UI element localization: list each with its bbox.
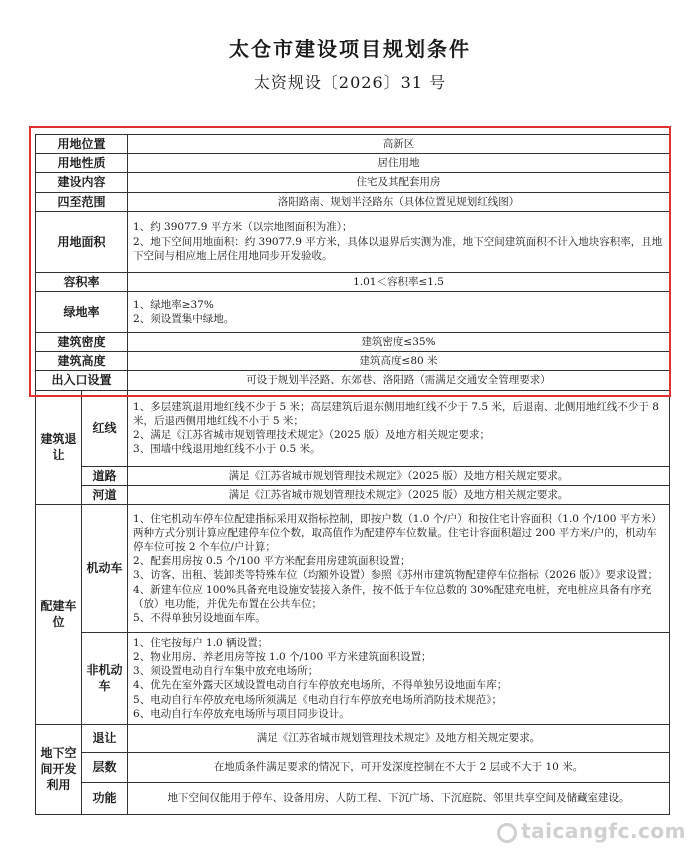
watermark xyxy=(497,819,686,843)
section-label-setback: 建筑退让 xyxy=(36,390,82,504)
row-setback-red xyxy=(36,390,670,466)
row-value: 满足《江苏省城市规划管理技术规定》（2025 版）及地方相关规定要求。 xyxy=(128,485,670,504)
row-value: 在地质条件满足要求的情况下，可开发深度控制在不大于 2 层或不大于 10 米。 xyxy=(128,752,670,782)
row-underground-function xyxy=(36,782,670,814)
text-line: 6、电动自行车停放充电场所与项目同步设计。 xyxy=(133,707,350,720)
row-value xyxy=(128,390,670,466)
section-label-underground: 地下空间开发利用 xyxy=(36,724,82,814)
row-nature xyxy=(36,154,670,173)
text-line: 1、约 39077.9 平方米（以宗地图面积为准）； xyxy=(133,221,353,234)
planning-conditions-table xyxy=(35,134,670,815)
row-label: 用地面积 xyxy=(36,211,128,272)
row-value: 建筑密度≤35% xyxy=(128,332,670,351)
row-parking-motor xyxy=(36,504,670,632)
text-line: 1、住宅机动车停车位配建指标采用双指标控制，即按户数（1.0 个/户）和按住宅计容面积（1.0 个/100 平方米）两种方式分别计算应配建停车位个数，取高值作为配建停车位数量。住宅计容面积超过 200 平方米/户的，机动车停车位可按 2 个车位/户计算； xyxy=(133,512,662,554)
row-value xyxy=(128,504,670,632)
row-value: 满足《江苏省城市规划管理技术规定》（2025 版）及地方相关规定要求。 xyxy=(128,466,670,485)
row-label: 容积率 xyxy=(36,272,128,291)
row-far xyxy=(36,272,670,291)
row-value: 住宅及其配套用房 xyxy=(128,173,670,192)
text-line: 3、围墙中线退用地红线不小于 0.5 米。 xyxy=(133,443,321,456)
watermark-logo-icon xyxy=(497,823,517,843)
row-value: 满足《江苏省城市规划管理技术规定》及地方相关规定要求。 xyxy=(128,724,670,752)
row-content xyxy=(36,173,670,192)
text-line: 1、绿地率≥37% xyxy=(133,298,214,311)
row-underground-floors xyxy=(36,752,670,782)
text-line: 2、满足《江苏省城市规划管理技术规定》（2025 版）及地方相关规定要求； xyxy=(133,429,491,441)
row-label: 四至范围 xyxy=(36,192,128,211)
row-area xyxy=(36,211,670,272)
text-line: 4、新建车位应 100%具备充电设施安装接入条件，按不低于车位总数的 30%配建充电桩，充电桩应具备有序充（放）电功能，并优先布置在公共车位； xyxy=(133,583,652,610)
sub-label: 层数 xyxy=(82,752,128,782)
text-line: 2、须设置集中绿地。 xyxy=(133,312,235,325)
row-value: 洛阳路南、规划半泾路东（具体位置见规划红线图） xyxy=(128,192,670,211)
row-label: 绿地率 xyxy=(36,291,128,332)
text-line: 3、须设置电动自行车集中放充电场所； xyxy=(133,665,319,678)
row-label: 建筑高度 xyxy=(36,352,128,371)
text-line: 5、电动自行车停放充电场所须满足《电动自行车停放充电场所消防技术规范》； xyxy=(133,693,502,706)
row-value: 建筑高度≤80 米 xyxy=(128,352,670,371)
row-green xyxy=(36,291,670,332)
row-height xyxy=(36,352,670,371)
text-line: 2、配套用房按 0.5 个/100 平方米配套用房建筑面积设置； xyxy=(133,555,411,568)
sub-label: 机动车 xyxy=(82,504,128,632)
row-value xyxy=(128,211,670,272)
row-label: 用地位置 xyxy=(36,135,128,154)
sub-label: 退让 xyxy=(82,724,128,752)
watermark-text: taicangfc.com xyxy=(521,819,686,843)
text-line: 3、访客、出租、装卸类等特殊车位（均额外设置）参照《苏州市建筑物配建停车位指标（2026 版）》要求设置； xyxy=(133,569,659,582)
document-number: 太资规设〔2026〕31 号 xyxy=(253,73,447,92)
sub-label: 红线 xyxy=(82,390,128,466)
row-density xyxy=(36,332,670,351)
text-line: 1、住宅按每户 1.0 辆设置； xyxy=(133,636,269,649)
row-value xyxy=(128,291,670,332)
row-label: 出入口设置 xyxy=(36,371,128,390)
row-setback-road xyxy=(36,466,670,485)
row-value: 地下空间仅能用于停车、设备用房、人防工程、下沉广场、下沉庭院、邻里共享空间及储藏室建设。 xyxy=(128,782,670,814)
row-setback-river xyxy=(36,485,670,504)
text-line: 4、优先在室外露天区域设置电动自行车停放充电场所，不得单独另设地面车库； xyxy=(133,679,508,692)
text-line: 5、不得单独另设地面车库。 xyxy=(133,611,266,624)
row-location xyxy=(36,135,670,154)
row-value: 1.01＜容积率≤1.5 xyxy=(128,272,670,291)
row-value: 可设于规划半泾路、东郊巷、洛阳路（需满足交通安全管理要求） xyxy=(128,371,670,390)
row-parking-nonmotor xyxy=(36,632,670,724)
row-value xyxy=(128,632,670,724)
document-title: 太仓市建设项目规划条件 xyxy=(229,37,471,61)
row-label: 建设内容 xyxy=(36,173,128,192)
text-line: 1、多层建筑退用地红线不少于 5 米；高层建筑后退东侧用地红线不少于 7.5 米，后退南、北侧用地红线不少于 8 米，后退西侧用地红线不小于 5 米； xyxy=(133,400,659,427)
row-label: 用地性质 xyxy=(36,154,128,173)
row-access xyxy=(36,371,670,390)
sub-label: 功能 xyxy=(82,782,128,814)
row-label: 建筑密度 xyxy=(36,332,128,351)
row-value: 高新区 xyxy=(128,135,670,154)
sub-label: 道路 xyxy=(82,466,128,485)
row-boundary xyxy=(36,192,670,211)
text-line: 2、物业用房、养老用房等按 1.0 个/100 平方米建筑面积设置； xyxy=(133,651,432,664)
text-line: 2、地下空间用地面积：约 39077.9 平方米，具体以退界后实测为准，地下空间建筑面积不计入地块容积率，且地下空间与相应地上居住用地同步开发验收。 xyxy=(133,235,663,262)
section-label-parking: 配建车位 xyxy=(36,504,82,724)
sub-label: 河道 xyxy=(82,485,128,504)
row-value: 居住用地 xyxy=(128,154,670,173)
sub-label: 非机动车 xyxy=(82,632,128,724)
row-underground-setback xyxy=(36,724,670,752)
